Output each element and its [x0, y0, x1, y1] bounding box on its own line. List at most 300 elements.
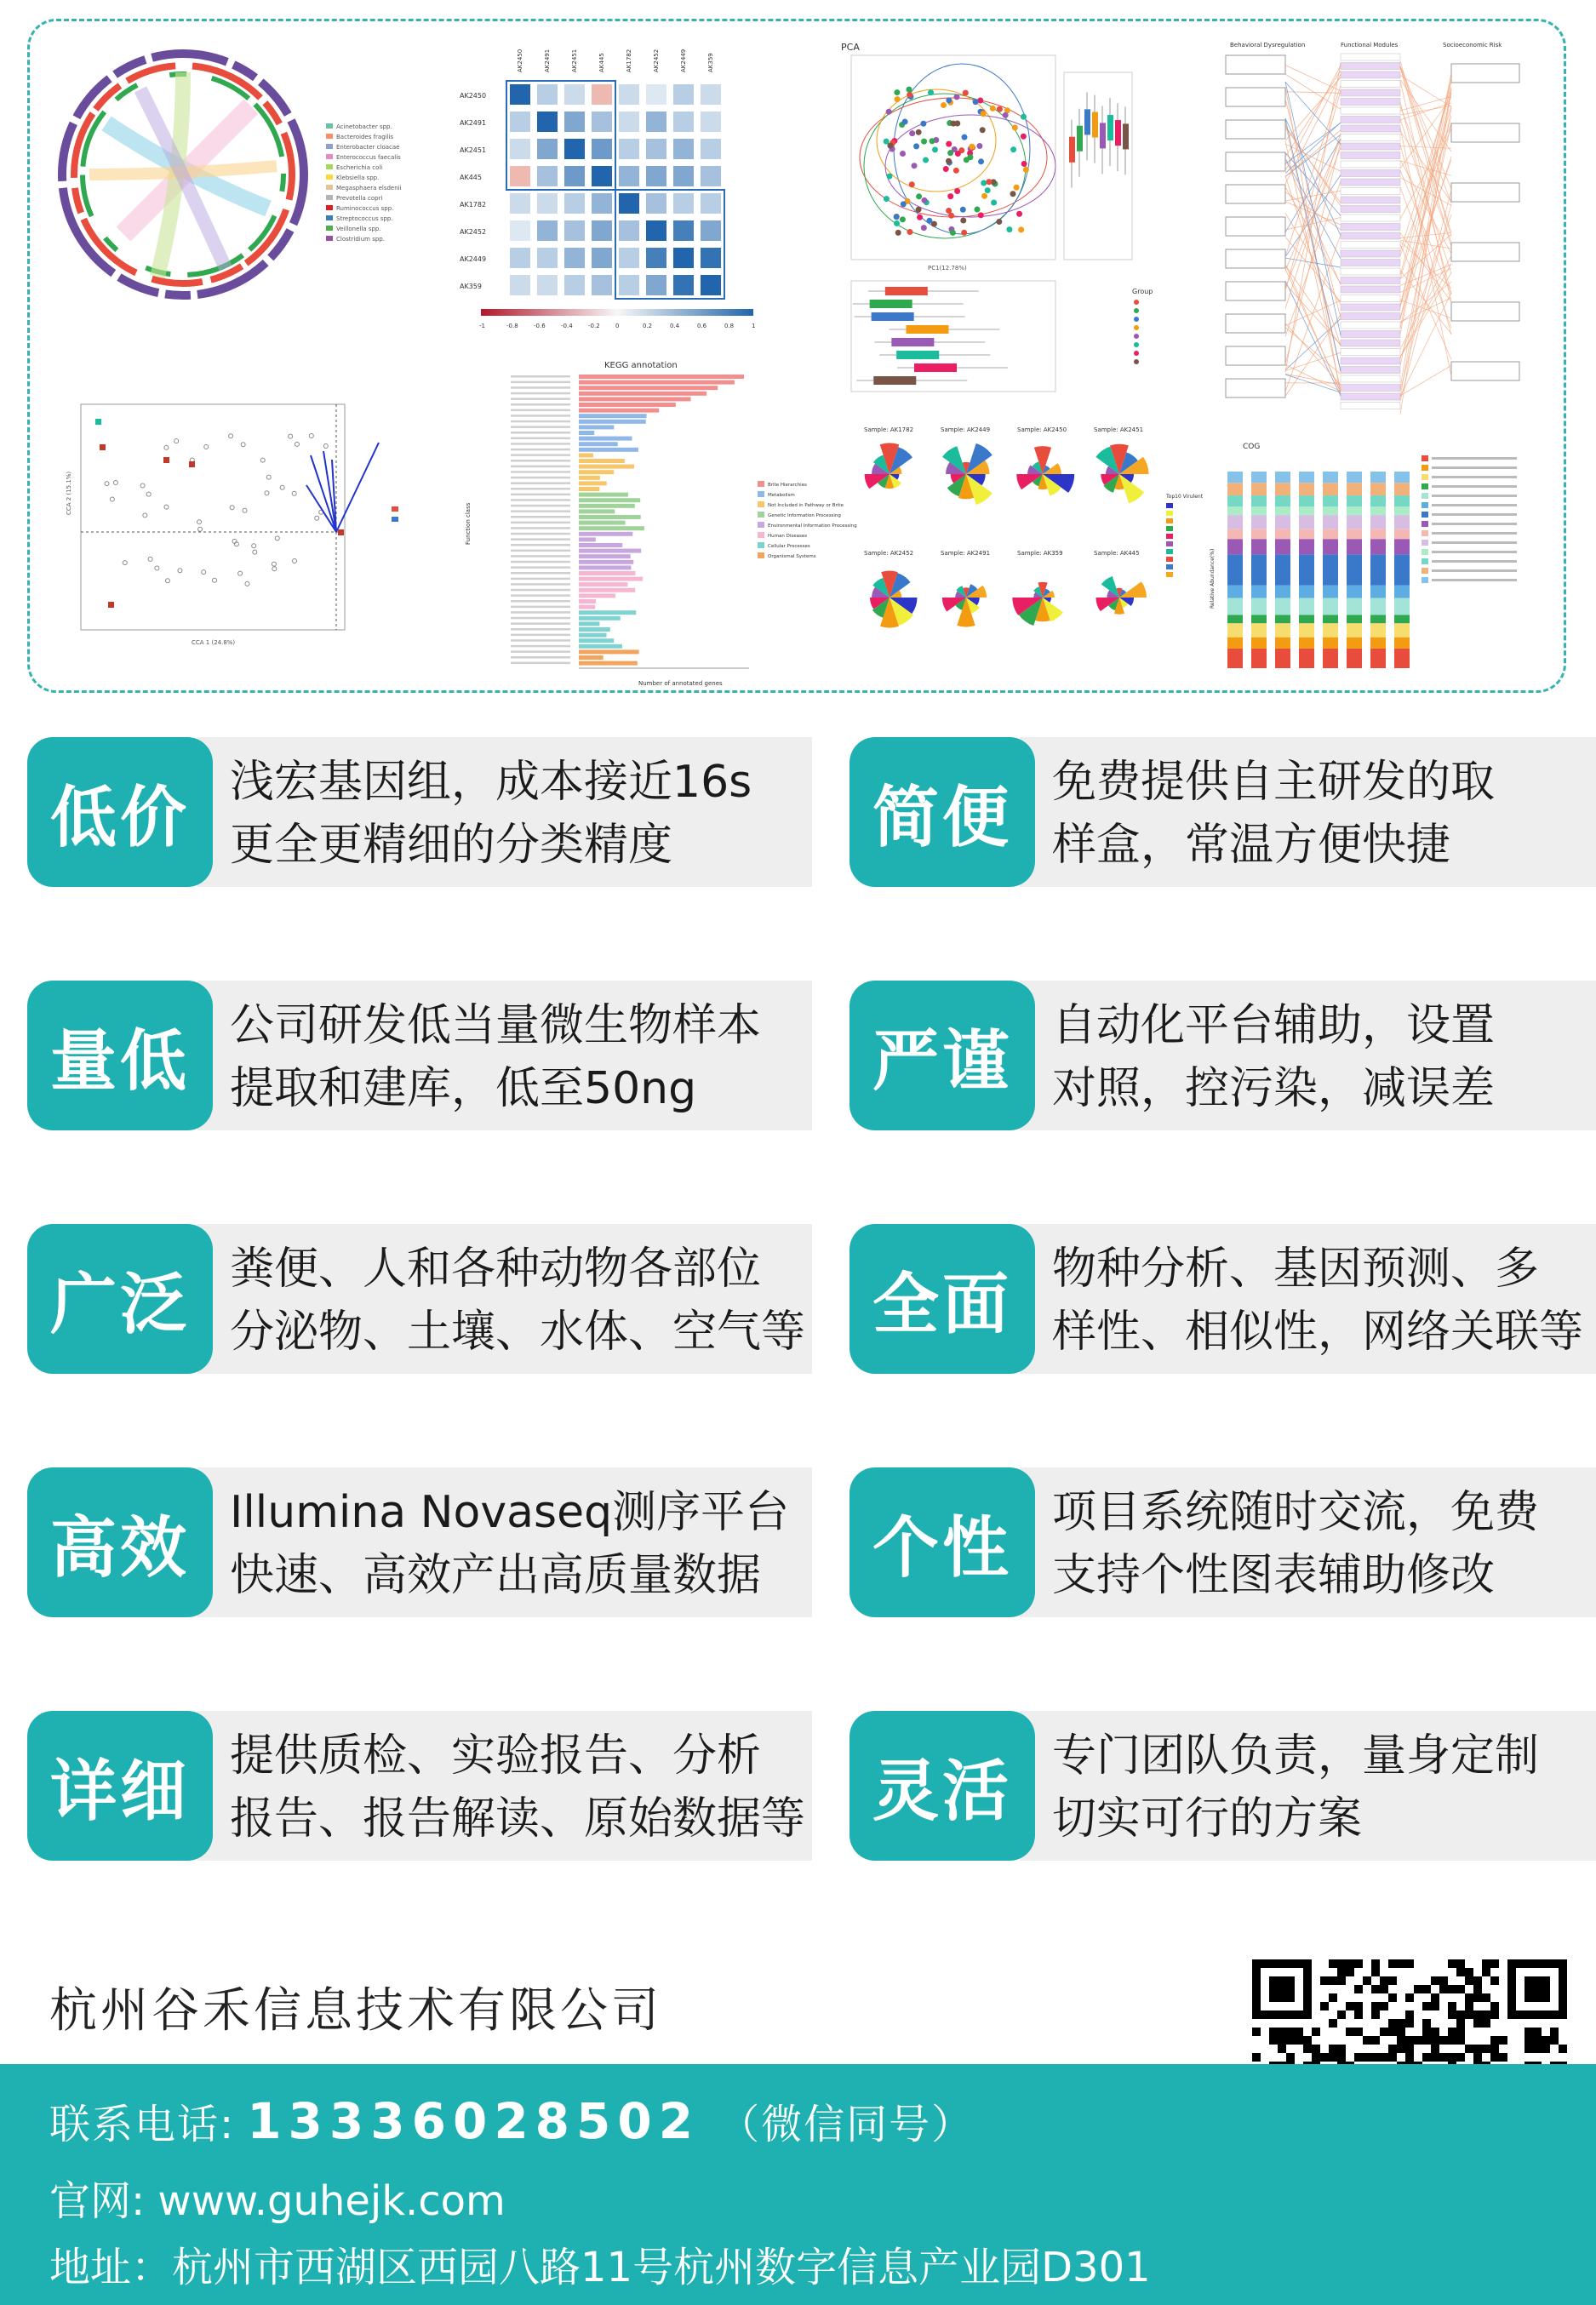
kegg-bar — [579, 465, 634, 469]
sankey-node — [1341, 206, 1400, 213]
kegg-bar — [579, 537, 596, 541]
rose-sample-label: Sample: AK2450 — [1017, 426, 1067, 433]
pca-point — [976, 143, 982, 149]
pca-point — [991, 200, 997, 206]
feature-card — [849, 981, 1596, 1130]
rose-sample-label: Sample: AK359 — [1017, 550, 1063, 557]
kegg-bar — [579, 476, 600, 480]
rose-sample-label: Sample: AK2452 — [864, 550, 914, 557]
kegg-bar — [579, 593, 615, 598]
box-plot-box — [873, 376, 916, 385]
heatmap-cell — [619, 139, 639, 159]
kegg-bar — [579, 498, 640, 502]
kegg-bar — [579, 386, 718, 390]
cog-bar-segment — [1251, 598, 1267, 615]
heatmap-cell — [646, 84, 666, 105]
pca-point — [953, 168, 959, 174]
kegg-bar — [579, 577, 643, 581]
heatmap-row-label: AK2451 — [460, 146, 487, 154]
feature-description — [230, 1481, 826, 1607]
cog-bar-segment — [1251, 623, 1267, 638]
legend-swatch — [1134, 342, 1139, 347]
cog-bar-segment — [1275, 506, 1290, 515]
pca-point — [1021, 134, 1027, 140]
sankey-node — [1341, 385, 1400, 392]
pca-point — [947, 193, 953, 199]
pca-point — [1006, 226, 1012, 232]
kegg-bar — [579, 616, 621, 621]
heatmap-cell — [592, 139, 612, 159]
cog-bar-segment — [1227, 598, 1243, 615]
cog-bar-segment — [1347, 515, 1362, 529]
box-plot-box — [1092, 112, 1098, 138]
heatmap-cell — [537, 139, 558, 159]
heatmap-cell — [537, 166, 558, 186]
kegg-bar — [579, 627, 610, 632]
cog-bar-segment — [1299, 539, 1314, 554]
rose-slice — [1119, 581, 1147, 598]
sankey-node — [1341, 188, 1400, 195]
feature-line: 自动化平台辅助，设置 — [1052, 1000, 1496, 1051]
svg-text:Ruminococcus spp.: Ruminococcus spp. — [336, 205, 394, 212]
heatmap-cell — [646, 166, 666, 186]
legend-swatch — [1134, 325, 1139, 330]
heatmap-cell — [564, 220, 585, 241]
legend-swatch — [758, 491, 764, 497]
heatmap-cell — [619, 248, 639, 268]
pca-point — [996, 219, 1002, 225]
cca-species-point — [95, 419, 101, 425]
cca-species-point — [163, 457, 169, 463]
legend-swatch — [1166, 557, 1173, 562]
heatmap-cell — [673, 166, 694, 186]
heatmap-cell — [537, 84, 558, 105]
cog-bar-segment — [1275, 472, 1290, 483]
wechat-note: （微信同号） — [718, 2101, 975, 2148]
pca-point — [887, 174, 893, 180]
legend-swatch — [1166, 534, 1173, 539]
pca-point — [943, 166, 949, 172]
kegg-bar — [579, 481, 607, 485]
legend-swatch — [1422, 558, 1428, 564]
pca-point — [1023, 167, 1029, 173]
legend-swatch — [1166, 549, 1173, 554]
heatmap-cell — [592, 275, 612, 295]
feature-tag: 个性 — [849, 1467, 1035, 1617]
cog-bar-segment — [1323, 598, 1338, 615]
sankey-node — [1341, 375, 1400, 382]
pca-point — [909, 130, 915, 136]
kegg-legend-item: Organismal Systems — [768, 554, 816, 559]
svg-text:Clostridium spp.: Clostridium spp. — [336, 236, 385, 243]
sankey-node — [1341, 357, 1400, 364]
pca-point — [948, 213, 954, 219]
cog-bar-segment — [1275, 638, 1290, 649]
cog-bar-segment — [1347, 554, 1362, 585]
heatmap-cell — [673, 220, 694, 241]
cog-bar-segment — [1323, 638, 1338, 649]
cca-species-point — [108, 602, 114, 608]
pca-point — [978, 212, 984, 218]
cog-bar-segment — [1323, 539, 1338, 554]
sankey-network — [1221, 38, 1545, 421]
feature-line: 支持个性图表辅助修改 — [1052, 1550, 1496, 1601]
sankey-node — [1341, 295, 1400, 302]
kegg-y-axis-label: Function class — [465, 502, 472, 545]
cog-bar-segment — [1347, 598, 1362, 615]
kegg-bar — [579, 649, 639, 654]
feature-description — [230, 751, 826, 877]
pca-point — [906, 87, 912, 93]
sankey-node — [1341, 260, 1400, 266]
pca-point — [894, 220, 900, 226]
legend-swatch — [1166, 518, 1173, 523]
pca-point — [990, 106, 996, 112]
cog-bar-segment — [1347, 472, 1362, 483]
feature-description — [230, 1724, 826, 1850]
cog-bar-segment — [1227, 615, 1243, 623]
sankey-node — [1341, 117, 1400, 123]
box-plot-box — [914, 363, 957, 372]
kegg-bar — [579, 605, 595, 609]
heatmap-row-label: AK1782 — [460, 201, 487, 209]
heatmap-cell — [619, 193, 639, 214]
legend-swatch — [1422, 568, 1428, 574]
cog-bar-segment — [1227, 649, 1243, 668]
kegg-legend-item: Brite Hierarchies — [768, 483, 807, 488]
kegg-bar — [579, 414, 647, 418]
sankey-header-1: Behavioral Dysregulation — [1230, 42, 1306, 49]
heatmap-scale-tick: 0.8 — [724, 323, 735, 329]
pca-point — [900, 216, 906, 222]
feature-tag: 广泛 — [27, 1224, 213, 1374]
cca-y-axis-label: CCA 2 (15.1%) — [66, 471, 72, 515]
heatmap-cell — [619, 112, 639, 132]
sankey-node — [1226, 379, 1285, 398]
feature-line: 更全更精细的分类精度 — [230, 820, 673, 871]
cca-species-point — [189, 461, 195, 467]
cog-bar-segment — [1394, 506, 1410, 515]
pca-point — [900, 151, 906, 157]
cog-bar-segment — [1323, 506, 1338, 515]
cog-bar-segment — [1299, 506, 1314, 515]
cog-bar-segment — [1394, 539, 1410, 554]
sankey-node — [1341, 161, 1400, 168]
pca-point — [969, 144, 975, 150]
heatmap-cell — [510, 275, 530, 295]
cog-bar-segment — [1323, 615, 1338, 623]
heatmap-cell — [701, 84, 721, 105]
cog-bar-segment — [1347, 483, 1362, 495]
feature-description — [1052, 1481, 1596, 1607]
cog-bar-segment — [1251, 539, 1267, 554]
kegg-bar — [579, 638, 614, 643]
cog-bar-segment — [1347, 615, 1362, 623]
heatmap-cell — [673, 84, 694, 105]
cog-bar-segment — [1227, 586, 1243, 598]
heatmap-cell — [564, 275, 585, 295]
heatmap-cell — [537, 112, 558, 132]
cog-bar-segment — [1251, 586, 1267, 598]
sankey-node — [1226, 249, 1285, 268]
kegg-bar — [579, 532, 632, 536]
pca-point — [907, 92, 912, 98]
pca-point — [887, 143, 893, 149]
legend-swatch — [758, 512, 764, 518]
sankey-node — [1341, 277, 1400, 284]
legend-swatch — [1134, 308, 1139, 313]
heatmap-col-label: AK2449 — [680, 49, 687, 72]
kegg-legend-item: Genetic Information Processing — [768, 513, 841, 518]
box-plot-box — [1084, 109, 1090, 134]
pca-point — [886, 109, 892, 115]
feature-tag: 全面 — [849, 1224, 1035, 1374]
heatmap-cell — [646, 112, 666, 132]
feature-line: 公司研发低当量微生物样本 — [230, 1000, 762, 1051]
sankey-node — [1341, 340, 1400, 346]
sankey-node — [1451, 302, 1519, 321]
feature-description — [230, 994, 826, 1120]
pca-point — [894, 214, 900, 220]
legend-swatch — [1422, 521, 1428, 527]
phone-number[interactable]: 13336028502 — [247, 2092, 701, 2150]
heatmap-scale-tick: -1 — [479, 323, 485, 329]
heatmap-cell — [646, 193, 666, 214]
figure-collage-panel — [27, 19, 1566, 693]
cog-bar-segment — [1251, 649, 1267, 668]
cog-bar-segment — [1394, 472, 1410, 483]
cog-bar-segment — [1227, 539, 1243, 554]
pca-point — [974, 207, 980, 213]
kegg-bar — [579, 403, 676, 407]
legend-swatch — [1134, 317, 1139, 322]
svg-text:Acinetobacter spp.: Acinetobacter spp. — [336, 123, 392, 130]
legend-swatch — [1422, 465, 1428, 471]
svg-text:Escherichia coli: Escherichia coli — [336, 164, 383, 171]
cog-bar-segment — [1394, 598, 1410, 615]
legend-swatch — [758, 552, 764, 558]
heatmap-cell — [564, 112, 585, 132]
rose-legend-title: Top10 Virulent — [1166, 494, 1204, 500]
sankey-node — [1341, 214, 1400, 221]
feature-description — [230, 1238, 826, 1364]
legend-swatch — [1422, 549, 1428, 555]
heatmap-cell — [510, 139, 530, 159]
pca-point — [981, 180, 987, 186]
cog-bar-segment — [1394, 586, 1410, 598]
pca-point — [1016, 211, 1022, 217]
kegg-bar — [579, 521, 626, 525]
heatmap-cell — [673, 139, 694, 159]
kegg-bar — [579, 453, 593, 457]
heatmap-cell — [564, 84, 585, 105]
pca-point — [961, 230, 967, 236]
kegg-legend-item: Metabolism — [768, 493, 795, 498]
kegg-bar — [579, 661, 638, 666]
kegg-bar — [579, 621, 599, 626]
feature-tag: 高效 — [27, 1467, 213, 1617]
virulence-rose-charts — [847, 421, 1204, 685]
pca-point — [1010, 191, 1016, 197]
heatmap-cell — [592, 248, 612, 268]
pca-point — [973, 99, 979, 105]
svg-text:Streptococcus spp.: Streptococcus spp. — [336, 215, 393, 222]
cog-bar-segment — [1275, 515, 1290, 529]
heatmap-row-label: AK445 — [460, 174, 482, 181]
heatmap-cell — [510, 84, 530, 105]
pca-point — [946, 97, 952, 103]
feature-line: 免费提供自主研发的取 — [1052, 757, 1496, 808]
legend-swatch — [758, 532, 764, 538]
cog-bar-segment — [1347, 623, 1362, 638]
pca-point — [1003, 112, 1009, 118]
cog-bar-segment — [1227, 483, 1243, 495]
pca-point — [978, 158, 984, 164]
legend-swatch — [758, 522, 764, 528]
sankey-node — [1341, 403, 1400, 409]
cog-bar-segment — [1251, 638, 1267, 649]
website-link[interactable]: 官网: www.guhejk.com — [49, 2177, 506, 2225]
cca-species-point — [100, 444, 106, 450]
kegg-bar — [579, 409, 659, 413]
heatmap-cell — [564, 193, 585, 214]
heatmap-cell — [673, 275, 694, 295]
cog-bar-segment — [1251, 472, 1267, 483]
heatmap-cell — [510, 166, 530, 186]
box-plot-box — [1077, 126, 1083, 152]
heatmap-cell — [701, 166, 721, 186]
kegg-bar — [579, 599, 596, 603]
chord-diagram — [55, 38, 421, 311]
sankey-node — [1451, 64, 1519, 83]
pca-point — [926, 218, 932, 224]
sankey-node — [1341, 179, 1400, 186]
sankey-node — [1341, 71, 1400, 78]
kegg-legend-item: Human Diseases — [768, 534, 808, 539]
feature-line: 提供质检、实验报告、分析 — [230, 1730, 762, 1782]
pca-point — [907, 229, 912, 235]
kegg-bar — [579, 420, 646, 424]
sankey-node — [1341, 393, 1400, 400]
cog-bar-segment — [1299, 483, 1314, 495]
cog-bar-segment — [1347, 638, 1362, 649]
svg-text:Klebsiella spp.: Klebsiella spp. — [336, 174, 380, 181]
cog-bar-segment — [1394, 615, 1410, 623]
pca-point — [909, 181, 915, 187]
kegg-bar — [579, 582, 627, 586]
rose-sample-label: Sample: AK2451 — [1094, 426, 1144, 433]
feature-card — [849, 1467, 1596, 1617]
cog-bar-segment — [1275, 495, 1290, 506]
cog-bar-segment — [1227, 623, 1243, 638]
cog-bar-segment — [1227, 529, 1243, 540]
kegg-bar — [579, 448, 638, 452]
pca-point — [985, 187, 991, 193]
feature-card — [27, 981, 827, 1130]
cog-bar-segment — [1370, 472, 1386, 483]
heatmap-row-label: AK2452 — [460, 228, 487, 236]
pca-point — [902, 119, 908, 125]
pca-point — [1021, 114, 1027, 120]
heatmap-scale-tick: 1 — [752, 323, 756, 329]
heatmap-cell — [592, 84, 612, 105]
sankey-node — [1341, 89, 1400, 96]
cog-bar-segment — [1347, 506, 1362, 515]
pca-point — [960, 207, 966, 213]
legend-swatch — [1422, 483, 1428, 489]
box-plot-box — [1107, 115, 1113, 140]
cog-bar-segment — [1299, 472, 1314, 483]
cog-bar-segment — [1370, 495, 1386, 506]
cog-bar-segment — [1370, 554, 1386, 585]
heatmap-cell — [592, 112, 612, 132]
cog-bar-segment — [1370, 529, 1386, 540]
svg-text:Prevotella copri: Prevotella copri — [336, 195, 383, 202]
pca-point — [1012, 124, 1018, 130]
feature-card — [849, 1711, 1596, 1861]
cca-species-point — [338, 529, 344, 535]
pca-plot — [834, 38, 1209, 396]
feature-tag: 严谨 — [849, 981, 1035, 1130]
cog-bar-segment — [1275, 615, 1290, 623]
kegg-bar — [579, 487, 599, 491]
sankey-node — [1451, 183, 1519, 202]
cog-bar-segment — [1370, 615, 1386, 623]
pca-point — [916, 193, 922, 199]
legend-swatch — [1422, 474, 1428, 480]
feature-line: 对照，控污染，减误差 — [1052, 1063, 1496, 1114]
heatmap-cell — [537, 248, 558, 268]
pca-point — [963, 90, 969, 96]
cog-bar-segment — [1251, 506, 1267, 515]
heatmap-cell — [646, 220, 666, 241]
legend-swatch — [758, 501, 764, 507]
feature-card — [27, 1467, 827, 1617]
feature-line: 物种分析、基因预测、多 — [1052, 1244, 1540, 1295]
kegg-bar — [579, 588, 635, 592]
kegg-bar — [579, 375, 744, 379]
box-plot-box — [1123, 123, 1129, 149]
feature-line: 专门团队负责，量身定制 — [1052, 1730, 1540, 1782]
pca-point — [981, 111, 987, 117]
sankey-node — [1226, 55, 1285, 74]
svg-text:Veillonella spp.: Veillonella spp. — [336, 226, 381, 232]
box-plot-box — [891, 338, 934, 346]
sankey-node — [1226, 217, 1285, 236]
heatmap-col-label: AK2451 — [571, 49, 578, 72]
cog-bar-segment — [1394, 529, 1410, 540]
heatmap-scale-tick: -0.4 — [561, 323, 573, 329]
heatmap-cell — [646, 139, 666, 159]
sankey-node — [1341, 125, 1400, 132]
cog-bar-segment — [1394, 483, 1410, 495]
legend-swatch — [758, 481, 764, 487]
cog-bar-segment — [1347, 649, 1362, 668]
cog-bar-segment — [1323, 554, 1338, 585]
cog-bar-segment — [1394, 649, 1410, 668]
legend-swatch — [1134, 300, 1139, 305]
cog-bar-segment — [1370, 483, 1386, 495]
box-plot-box — [896, 351, 939, 359]
cog-bar-segment — [1251, 554, 1267, 585]
heatmap-scale-tick: 0.4 — [670, 323, 680, 329]
rose-sample-label: Sample: AK445 — [1094, 550, 1140, 557]
cog-bar-segment — [1275, 554, 1290, 585]
kegg-legend-item: Not Included in Pathway or Brite — [768, 503, 844, 508]
cog-bar-segment — [1299, 586, 1314, 598]
feature-tag: 低价 — [27, 737, 213, 887]
legend-swatch — [1166, 564, 1173, 569]
